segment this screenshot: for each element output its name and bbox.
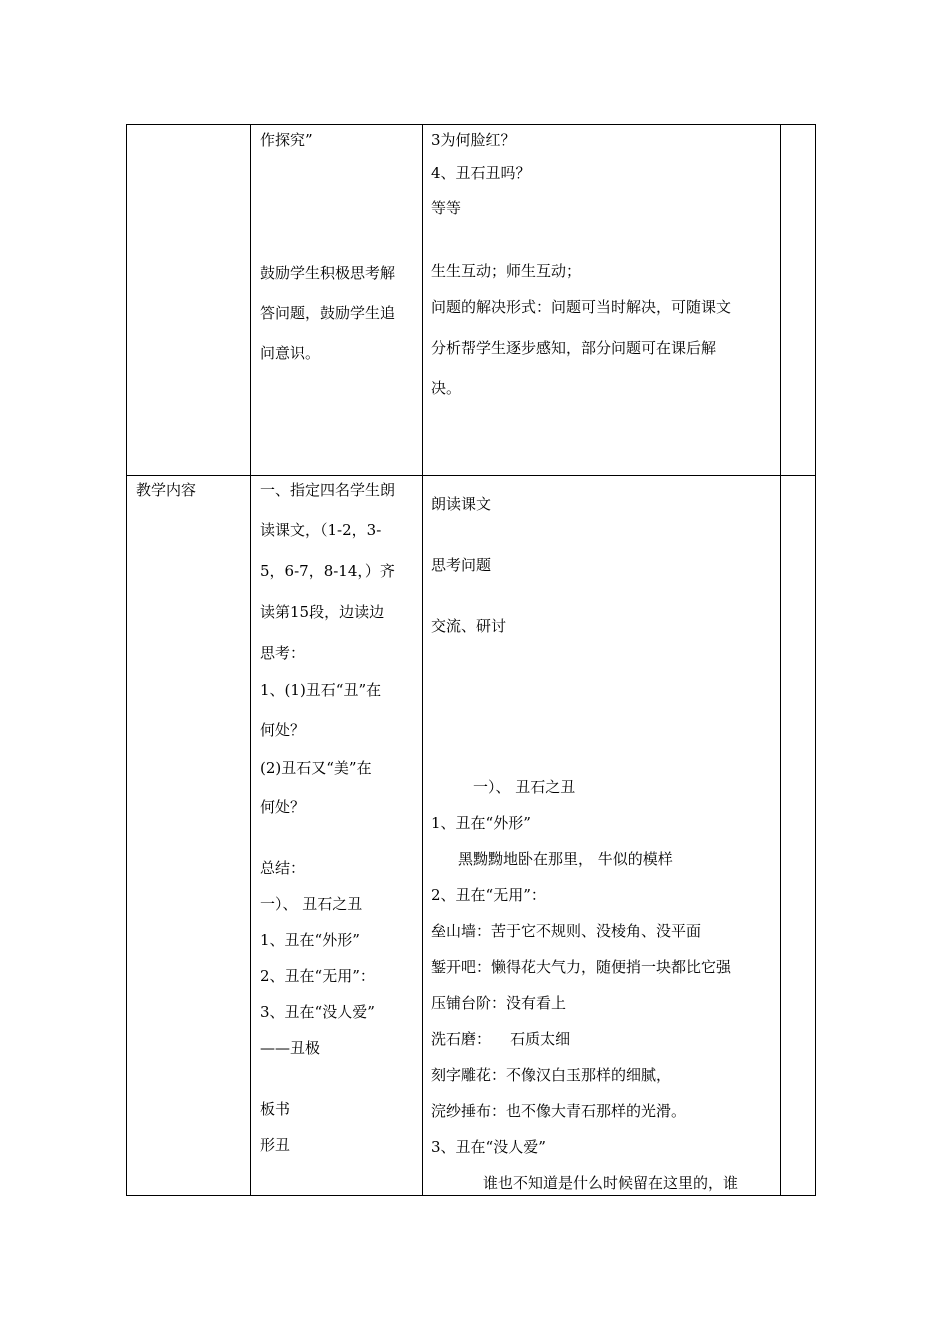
row1-col3-line-3: 等等 xyxy=(431,199,462,217)
table-right-border xyxy=(815,124,816,1196)
row2-col3-line-14: 3、丑在“没人爱” xyxy=(431,1138,546,1156)
row2-col2-line-7: 何处？ xyxy=(260,721,306,739)
column-divider-2 xyxy=(422,124,423,1196)
row1-col2-line-1: 作探究” xyxy=(260,131,313,149)
row2-col3-line-12: 刻字雕花：不像汉白玉那样的细腻， xyxy=(431,1066,672,1084)
row2-col2-line-6: 1、(1)丑石“丑”在 xyxy=(260,681,382,699)
row1-col3-line-7: 决。 xyxy=(431,379,462,397)
row2-col2-line-11: 一）、 丑石之丑 xyxy=(260,895,363,913)
row2-col2-line-16: 板书 xyxy=(260,1100,291,1118)
column-divider-3 xyxy=(780,124,781,1196)
row2-col2-line-5: 思考： xyxy=(260,644,306,662)
row1-col3-line-5: 问题的解决形式：问题可当时解决，可随课文 xyxy=(431,298,732,316)
row1-col3-line-6: 分析帮学生逐步感知，部分问题可在课后解 xyxy=(431,339,717,357)
row2-col2-line-13: 2、丑在“无用”： xyxy=(260,967,375,985)
row2-col1-label: 教学内容 xyxy=(136,481,197,499)
row1-col2-line-6: 问意识。 xyxy=(260,344,321,362)
row2-col2-line-4: 读第15段，边读边 xyxy=(260,603,385,621)
row2-col2-line-17: 形丑 xyxy=(260,1136,291,1154)
row2-col2-line-1: 一、指定四名学生朗 xyxy=(260,481,396,499)
row2-col2-line-3: 5，6-7，8-14，）齐 xyxy=(260,562,395,580)
row2-col2-line-15: ——丑极 xyxy=(260,1039,321,1057)
row2-col3-line-6: 黑黝黝地卧在那里， 牛似的模样 xyxy=(458,850,673,868)
row1-col2-line-4: 鼓励学生积极思考解 xyxy=(260,264,396,282)
table-bottom-border xyxy=(126,1195,816,1196)
table-middle-border xyxy=(126,475,816,476)
row2-col3-line-9: 錾开吧：懒得花大气力，随便捎一块都比它强 xyxy=(431,958,732,976)
row1-col3-line-2: 4、丑石丑吗？ xyxy=(431,164,531,182)
row1-col3-line-4: 生生互动；师生互动； xyxy=(431,262,582,280)
row1-col2-line-5: 答问题，鼓励学生追 xyxy=(260,304,396,322)
row2-col3-line-11: 洗石磨： 石质太细 xyxy=(431,1030,571,1048)
row2-col3-line-4: 一）、 丑石之丑 xyxy=(473,778,576,796)
table-left-border xyxy=(126,124,127,1196)
table-top-border xyxy=(126,124,816,125)
row2-col2-line-10: 总结： xyxy=(260,859,306,877)
row2-col3-line-8: 垒山墙：苦于它不规则、没棱角、没平面 xyxy=(431,922,702,940)
row2-col2-line-9: 何处？ xyxy=(260,798,306,816)
row2-col2-line-8: (2)丑石又“美”在 xyxy=(260,759,372,777)
row2-col3-line-15: 谁也不知道是什么时候留在这里的，谁 xyxy=(483,1174,739,1192)
row2-col3-line-10: 压铺台阶：没有看上 xyxy=(431,994,567,1012)
row2-col2-line-12: 1、丑在“外形” xyxy=(260,931,360,949)
row2-col3-line-13: 浣纱捶布：也不像大青石那样的光滑。 xyxy=(431,1102,687,1120)
row2-col2-line-2: 读课文，（1-2，3- xyxy=(260,521,382,539)
row2-col3-line-7: 2、丑在“无用”： xyxy=(431,886,546,904)
column-divider-1 xyxy=(250,124,251,1196)
row2-col3-line-2: 思考问题 xyxy=(431,556,492,574)
row2-col2-line-14: 3、丑在“没人爱” xyxy=(260,1003,375,1021)
row1-col3-line-1: 3为何脸红？ xyxy=(431,131,516,149)
row2-col3-line-5: 1、丑在“外形” xyxy=(431,814,531,832)
row2-col3-line-1: 朗读课文 xyxy=(431,495,492,513)
row2-col3-line-3: 交流、研讨 xyxy=(431,617,507,635)
